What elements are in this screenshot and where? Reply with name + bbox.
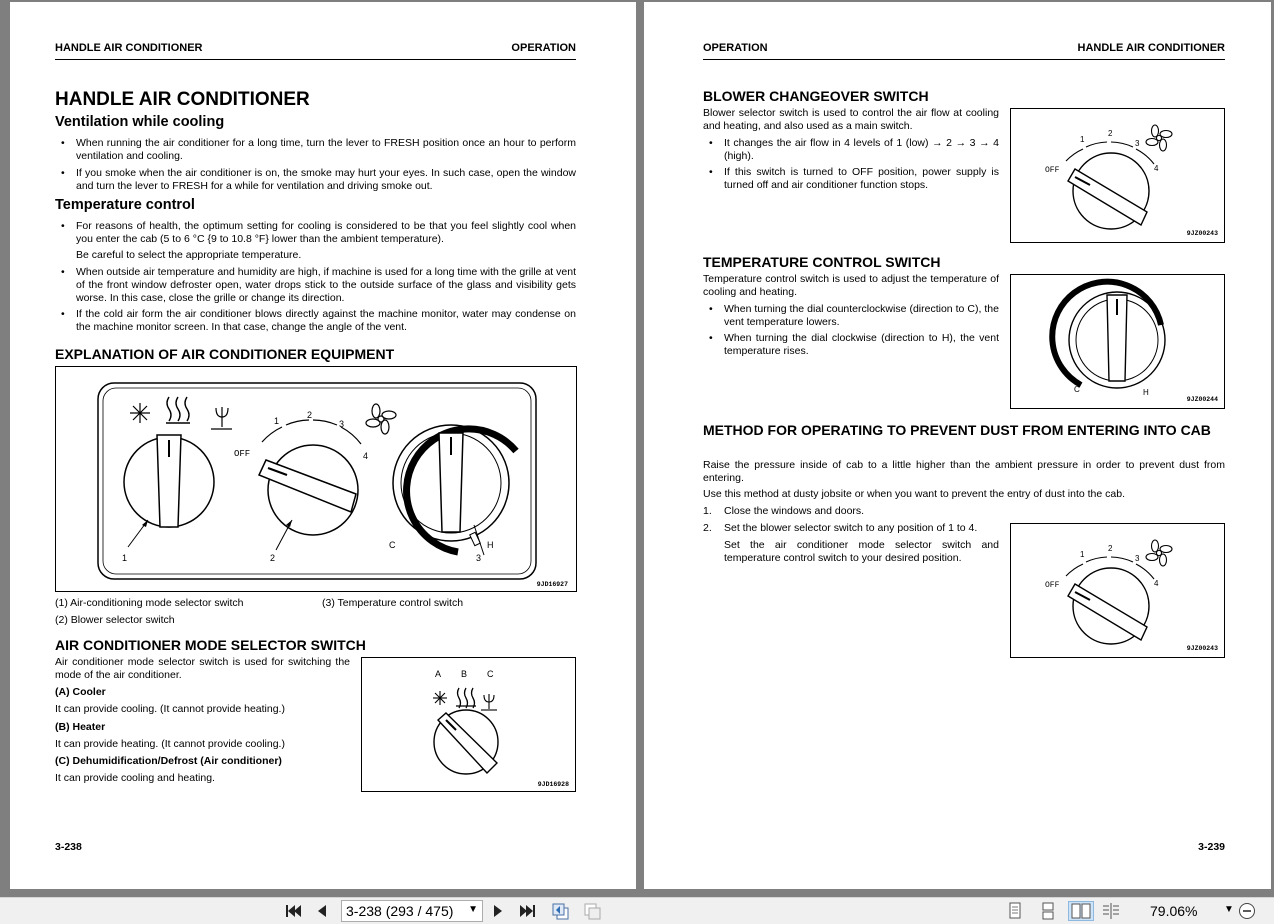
speed-4-label: 4 xyxy=(1154,164,1159,173)
caption: (1) Air-conditioning mode selector switch xyxy=(55,597,244,609)
next-view-icon[interactable] xyxy=(583,901,603,921)
previous-view-icon[interactable] xyxy=(551,901,571,921)
dust-intro-2: Use this method at dusty jobsite or when you want to prevent the entry of dust into the cab. xyxy=(703,488,1125,500)
viewer-toolbar xyxy=(0,897,1274,924)
ventilation-bullet: • When running the air conditioner for a long time, turn the lever to FRESH position once an hour to perform ventilation and cooling. xyxy=(55,137,576,163)
callout-2: 2 xyxy=(270,553,276,563)
mode-item-label: (C) Dehumidification/Defrost (Air conditioner) xyxy=(55,755,282,767)
off-label: OFF xyxy=(234,449,251,459)
step-text: Set the blower selector switch to any position of 1 to 4. xyxy=(724,522,978,534)
mode-item-text: It can provide cooling. (It cannot provide heating.) xyxy=(55,703,285,715)
ventilation-bullet: • If you smoke when the air conditioner is on, the smoke may hurt your eyes. In such case, open the window and turn the lever to FRESH for a while for ventilation and driving smoke out. xyxy=(55,167,576,193)
zoom-out-icon[interactable] xyxy=(1237,901,1257,921)
figure-id: 9JZ00243 xyxy=(1186,645,1218,652)
two-page-continuous-icon[interactable] xyxy=(1101,901,1121,921)
header-right: HANDLE AIR CONDITIONER xyxy=(1077,42,1225,54)
speed-1-label: 1 xyxy=(274,416,280,426)
mode-item-label: (B) Heater xyxy=(55,721,106,733)
speed-1-label: 1 xyxy=(1080,550,1085,559)
snowflake-icon xyxy=(130,403,150,423)
mode-a-label: A xyxy=(435,669,442,679)
caption: (3) Temperature control switch xyxy=(322,597,464,609)
page-number: 3-238 xyxy=(55,841,82,853)
previous-page-icon[interactable] xyxy=(312,901,332,921)
temperature-note: Be careful to select the appropriate temperature. xyxy=(76,249,302,261)
blower-knob-drawing xyxy=(1011,524,1224,657)
caption: (2) Blower selector switch xyxy=(55,614,175,626)
temperature-bullet: • If the cold air form the air conditioner blows directly against the machine monitor, water may condense on the machine monitor screen. In that case, change the angle of the vent. xyxy=(55,308,576,334)
mode-item-text: It can provide heating. (It cannot provide cooling.) xyxy=(55,738,285,750)
cold-label: C xyxy=(1074,385,1080,394)
mode-item-label: (A) Cooler xyxy=(55,686,106,698)
speed-4-label: 4 xyxy=(363,451,369,461)
fan-icon xyxy=(366,404,396,434)
callout-3: 3 xyxy=(476,553,482,563)
header-left: OPERATION xyxy=(703,42,768,54)
step-text: Close the windows and doors. xyxy=(724,505,865,517)
blower-figure xyxy=(1010,108,1225,243)
page-indicator: 3-238 (293 / 475) xyxy=(346,903,454,919)
mode-selector-figure xyxy=(361,657,576,792)
header-left: HANDLE AIR CONDITIONER xyxy=(55,42,203,54)
hot-label: H xyxy=(1143,388,1149,397)
mode-c-label: C xyxy=(487,669,494,679)
fan-icon xyxy=(1146,125,1172,151)
right-page xyxy=(644,2,1271,889)
snowflake-icon xyxy=(433,691,447,705)
heater-waves-icon xyxy=(456,688,476,708)
temperature-heading: Temperature control xyxy=(55,197,195,213)
speed-3-label: 3 xyxy=(1135,139,1140,148)
temp-knob-drawing xyxy=(1011,275,1224,408)
temp-figure xyxy=(1010,274,1225,409)
figure-id: 9JD16927 xyxy=(536,581,568,588)
blower-intro: Blower selector switch is used to control the air flow at cooling and heating, and also used as a main switch. xyxy=(703,107,999,132)
mode-intro: Air conditioner mode selector switch is used for switching the mode of the air conditioner. xyxy=(55,656,350,681)
dust-figure xyxy=(1010,523,1225,658)
speed-4-label: 4 xyxy=(1154,579,1159,588)
cold-label: C xyxy=(389,540,396,550)
speed-1-label: 1 xyxy=(1080,135,1085,144)
off-label: OFF xyxy=(1045,166,1060,175)
step-note: Set the air conditioner mode selector switch and temperature control switch to your desired position. xyxy=(724,539,999,564)
temp-bullet: • When turning the dial clockwise (direction to H), the vent temperature rises. xyxy=(703,332,999,358)
chevron-down-icon: ▼ xyxy=(468,904,478,915)
mode-item-text: It can provide cooling and heating. xyxy=(55,772,215,784)
figure-id: 9JZ00243 xyxy=(1186,230,1218,237)
ventilation-heading: Ventilation while cooling xyxy=(55,114,225,130)
fan-icon xyxy=(1146,540,1172,566)
header-right: OPERATION xyxy=(511,42,576,54)
control-panel-drawing xyxy=(56,367,576,591)
continuous-icon[interactable] xyxy=(1038,901,1058,921)
step-number: 2. xyxy=(703,522,712,534)
left-page xyxy=(10,2,636,889)
running-header xyxy=(703,40,1225,60)
two-page-icon[interactable] xyxy=(1068,901,1094,921)
speed-2-label: 2 xyxy=(1108,129,1113,138)
next-page-icon[interactable] xyxy=(488,901,508,921)
hot-label: H xyxy=(487,540,494,550)
blower-bullet: • If this switch is turned to OFF position, power supply is turned off and air conditioner function stops. xyxy=(703,166,999,192)
page-title: HANDLE AIR CONDITIONER xyxy=(55,89,310,110)
page-number-select[interactable] xyxy=(341,900,483,922)
mode-knob-drawing xyxy=(362,658,575,791)
speed-3-label: 3 xyxy=(1135,554,1140,563)
page-number: 3-239 xyxy=(1198,841,1225,853)
defrost-icon xyxy=(481,694,497,710)
blower-knob-drawing xyxy=(1011,109,1224,242)
temp-heading: TEMPERATURE CONTROL SWITCH xyxy=(703,254,941,270)
temp-intro: Temperature control switch is used to adjust the temperature of cooling and heating. xyxy=(703,273,999,298)
last-page-icon[interactable] xyxy=(518,901,538,921)
first-page-icon[interactable] xyxy=(283,901,303,921)
temp-bullet: • When turning the dial counterclockwise (direction to C), the vent temperature lowers. xyxy=(703,303,999,329)
speed-2-label: 2 xyxy=(1108,544,1113,553)
step-number: 1. xyxy=(703,505,712,517)
off-label: OFF xyxy=(1045,581,1060,590)
heater-waves-icon xyxy=(166,397,190,423)
mode-b-label: B xyxy=(461,669,468,679)
blower-bullet: • It changes the air flow in 4 levels of 1 (low) → 2 → 3 → 4 (high). xyxy=(703,137,999,163)
speed-2-label: 2 xyxy=(307,410,313,420)
chevron-down-icon[interactable]: ▼ xyxy=(1224,904,1234,915)
temperature-bullet: • When outside air temperature and humidity are high, if machine is used for a long time with the grille at vent of the front window defroster open, water drops stick to the outside surface of the glass and visibility gets worse. In this case, close the grille or change its direction. xyxy=(55,266,576,305)
mode-heading: AIR CONDITIONER MODE SELECTOR SWITCH xyxy=(55,637,366,653)
dust-intro: Raise the pressure inside of cab to a little higher than the ambient pressure in order to prevent dust from entering. xyxy=(703,459,1225,484)
speed-3-label: 3 xyxy=(339,419,345,429)
blower-heading: BLOWER CHANGEOVER SWITCH xyxy=(703,88,929,104)
dust-heading: METHOD FOR OPERATING TO PREVENT DUST FROM ENTERING INTO CAB xyxy=(703,422,1211,438)
equipment-figure xyxy=(55,366,577,592)
zoom-level[interactable]: 79.06% xyxy=(1150,903,1198,919)
temperature-bullet: • For reasons of health, the optimum setting for cooling is considered to be that you feel slightly cool when you enter the cab (5 to 6 °C {9 to 10.8 °F} lower than the ambient temperature). xyxy=(55,220,576,246)
defrost-icon xyxy=(211,407,232,429)
figure-id: 9JZ00244 xyxy=(1186,396,1218,403)
equipment-heading: EXPLANATION OF AIR CONDITIONER EQUIPMENT xyxy=(55,346,395,362)
single-page-icon[interactable] xyxy=(1005,901,1025,921)
callout-1: 1 xyxy=(122,553,128,563)
running-header xyxy=(55,40,576,60)
figure-id: 9JD16928 xyxy=(537,781,569,788)
